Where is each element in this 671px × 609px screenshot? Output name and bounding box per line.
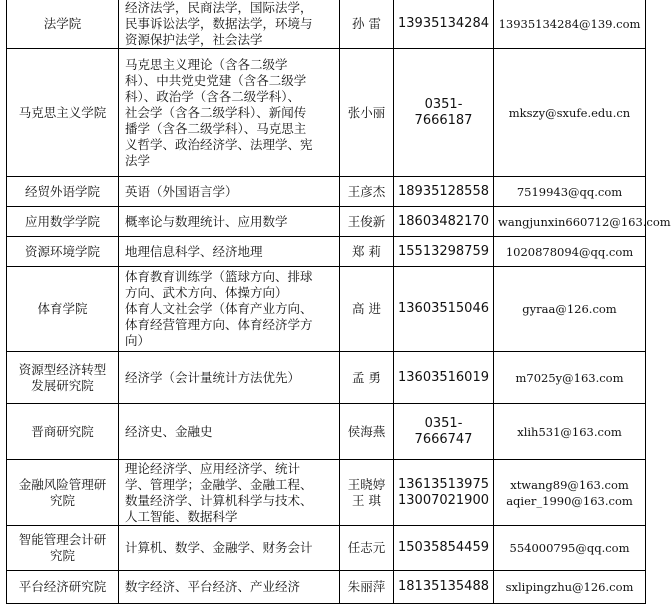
table-row — [7, 177, 646, 207]
table-row — [7, 404, 646, 460]
college-name: 经贸外语学院 — [24, 183, 100, 199]
email-cell — [494, 177, 646, 207]
contact-cell — [340, 352, 394, 404]
research-field: 经济法学，民商法学，国际法学， — [125, 0, 313, 15]
research-field: 体育人文社会学（体育产业方向、 — [125, 301, 313, 316]
contact-name: 张小丽 — [347, 104, 386, 120]
contact-email: sxlipingzhu@126.com — [505, 580, 634, 594]
phone-cell — [394, 207, 494, 237]
college-name: 法学院 — [43, 16, 82, 31]
research-field: 人工智能、数据科学 — [125, 508, 238, 524]
research-field: 马克思主义理论（含各二级学 — [125, 56, 288, 72]
college-cell — [7, 0, 119, 49]
contact-cell — [340, 460, 394, 526]
contact-email: gyraa@126.com — [522, 302, 617, 316]
phone-cell — [394, 571, 494, 604]
table-row — [7, 526, 646, 571]
fields-cell — [119, 404, 340, 460]
contact-email: 13935134284@139.com — [498, 17, 641, 31]
table-row — [7, 0, 646, 49]
phone-cell — [394, 404, 494, 460]
college-cell — [7, 571, 119, 604]
fields-cell — [119, 460, 340, 526]
contact-email: 554000795@qq.com — [509, 541, 630, 555]
contact-cell — [340, 267, 394, 352]
contact-phone: 13603516019 — [398, 369, 489, 385]
phone-cell — [394, 237, 494, 267]
email-cell — [494, 352, 646, 404]
research-field: 计算机、数学、金融学、财务会计 — [125, 540, 313, 555]
contact-name: 朱丽萍 — [347, 579, 386, 594]
phone-cell — [394, 177, 494, 207]
fields-cell — [119, 49, 340, 177]
college-name: 发展研究院 — [31, 377, 94, 393]
email-cell — [494, 0, 646, 49]
research-field: 播学（含各二级学科）、马克思主 — [125, 120, 307, 136]
contact-email: aqier_1990@163.com — [506, 493, 633, 508]
phone-cell — [394, 352, 494, 404]
email-cell — [494, 207, 671, 237]
research-field: 地理信息科学、经济地理 — [125, 243, 263, 259]
college-name: 马克思主义学院 — [18, 104, 107, 120]
contact-email: xlih531@163.com — [517, 424, 622, 439]
email-cell — [494, 526, 646, 571]
research-field: 英语（外国语言学） — [125, 183, 238, 199]
contact-cell — [340, 177, 394, 207]
contact-cell — [340, 526, 394, 571]
contact-cell — [340, 0, 394, 49]
fields-cell — [119, 526, 340, 571]
table-body — [7, 0, 671, 604]
contact-name: 任志元 — [347, 540, 386, 555]
fields-cell — [119, 352, 340, 404]
research-field: 科）、政治学（含各二级学科）、 — [125, 88, 301, 104]
contact-phone: 15035854459 — [398, 540, 489, 555]
contact-cell — [340, 49, 394, 177]
contact-email: mkszy@sxufe.edu.cn — [508, 105, 631, 120]
table-row — [7, 49, 646, 177]
college-cell — [7, 404, 119, 460]
table-row — [7, 460, 646, 526]
college-cell — [7, 207, 119, 237]
college-name: 究院 — [49, 548, 75, 563]
research-field: 数字经济、平台经济、产业经济 — [125, 579, 301, 594]
table-row — [7, 352, 646, 404]
fields-cell — [119, 571, 340, 604]
contact-phone: 0351- — [424, 96, 463, 112]
college-name: 资源型经济转型 — [18, 361, 107, 377]
college-cell — [7, 237, 119, 267]
research-field: 理论经济学、应用经济学、统计 — [125, 460, 301, 476]
phone-cell — [394, 267, 494, 352]
contact-phone: 15513298759 — [398, 243, 489, 259]
table-row — [7, 571, 646, 604]
fields-cell — [119, 207, 340, 237]
contact-phone: 18135135488 — [398, 579, 489, 594]
contact-name: 侯海燕 — [347, 423, 386, 439]
email-cell — [494, 460, 646, 526]
research-field: 民事诉讼法学，数据法学，环境与 — [125, 16, 313, 31]
research-field: 向） — [125, 333, 151, 348]
phone-cell — [394, 49, 494, 177]
contact-phone: 13613513975 — [398, 476, 489, 492]
fields-cell — [119, 177, 340, 207]
contact-phone: 7666747 — [414, 431, 473, 447]
phone-cell — [394, 526, 494, 571]
research-field: 数量经济学、计算机科学与技术、 — [125, 492, 313, 508]
research-field: 科）、中共党史党建（含各二级学 — [125, 72, 307, 88]
college-cell — [7, 177, 119, 207]
contact-phone: 18935128558 — [398, 183, 489, 199]
research-field: 法学 — [125, 152, 151, 168]
contact-phone: 13603515046 — [398, 301, 489, 316]
email-cell — [494, 237, 646, 267]
college-cell — [7, 352, 119, 404]
table-row — [7, 267, 646, 352]
contact-phone: 7666187 — [414, 112, 473, 128]
contact-name: 高 进 — [352, 301, 381, 316]
table-row — [7, 207, 646, 237]
research-field: 经济史、金融史 — [125, 423, 213, 439]
contact-email: wangjunxin660712@163.com — [498, 214, 671, 229]
contact-name: 郑 莉 — [352, 243, 381, 259]
college-name: 晋商研究院 — [31, 423, 94, 439]
contact-cell — [340, 237, 394, 267]
research-field: 社会学（含各二级学科）、新闻传 — [125, 104, 307, 120]
college-cell — [7, 526, 119, 571]
research-field: 学、管理学；金融学、金融工程、 — [125, 476, 313, 492]
email-cell — [494, 404, 646, 460]
contact-cell — [340, 571, 394, 604]
contact-email: xtwang89@163.com — [510, 477, 629, 492]
contact-cell — [340, 404, 394, 460]
research-field: 体育经营管理方向、体育经济学方 — [125, 317, 313, 332]
contact-name: 王彦杰 — [347, 183, 386, 199]
college-name: 金融风险管理研 — [18, 476, 107, 492]
college-name: 究院 — [49, 492, 75, 508]
contact-name: 王俊新 — [347, 213, 386, 229]
college-contacts-table — [6, 0, 671, 604]
email-cell — [494, 49, 646, 177]
contact-email: 1020878094@qq.com — [505, 244, 634, 259]
contact-phone: 0351- — [424, 415, 463, 431]
college-name: 应用数学学院 — [24, 213, 100, 229]
fields-cell — [119, 267, 340, 352]
college-cell — [7, 460, 119, 526]
college-cell — [7, 267, 119, 352]
college-name: 体育学院 — [37, 301, 88, 316]
research-field: 经济学（会计量统计方法优先） — [125, 369, 301, 385]
contact-name: 王 琪 — [352, 492, 381, 508]
contact-phone: 13935134284 — [398, 16, 489, 31]
fields-cell — [119, 0, 340, 49]
contact-name: 孟 勇 — [352, 369, 381, 385]
contact-phone: 18603482170 — [398, 213, 489, 229]
email-cell — [494, 267, 646, 352]
contact-email: 7519943@qq.com — [516, 184, 623, 199]
contact-name: 孙 雷 — [352, 16, 381, 31]
research-field: 资源保护法学，社会法学 — [125, 32, 263, 47]
fields-cell — [119, 237, 340, 267]
college-name: 智能管理会计研 — [18, 532, 107, 547]
college-name: 资源环境学院 — [24, 243, 100, 259]
research-field: 体育教育训练学（篮球方向、排球 — [125, 269, 313, 284]
research-field: 概率论与数理统计、应用数学 — [125, 213, 288, 229]
research-field: 义哲学、政治经济学、法理学、宪 — [125, 136, 313, 152]
college-cell — [7, 49, 119, 177]
table-row — [7, 237, 646, 267]
phone-cell — [394, 460, 494, 526]
research-field: 方向、武术方向、体操方向） — [125, 285, 288, 300]
college-name: 平台经济研究院 — [18, 579, 107, 594]
contact-name: 王晓婷 — [347, 476, 386, 492]
phone-cell — [394, 0, 494, 49]
email-cell — [494, 571, 646, 604]
contact-cell — [340, 207, 394, 237]
contact-phone: 13007021900 — [398, 492, 489, 508]
contact-email: m7025y@163.com — [515, 370, 624, 385]
